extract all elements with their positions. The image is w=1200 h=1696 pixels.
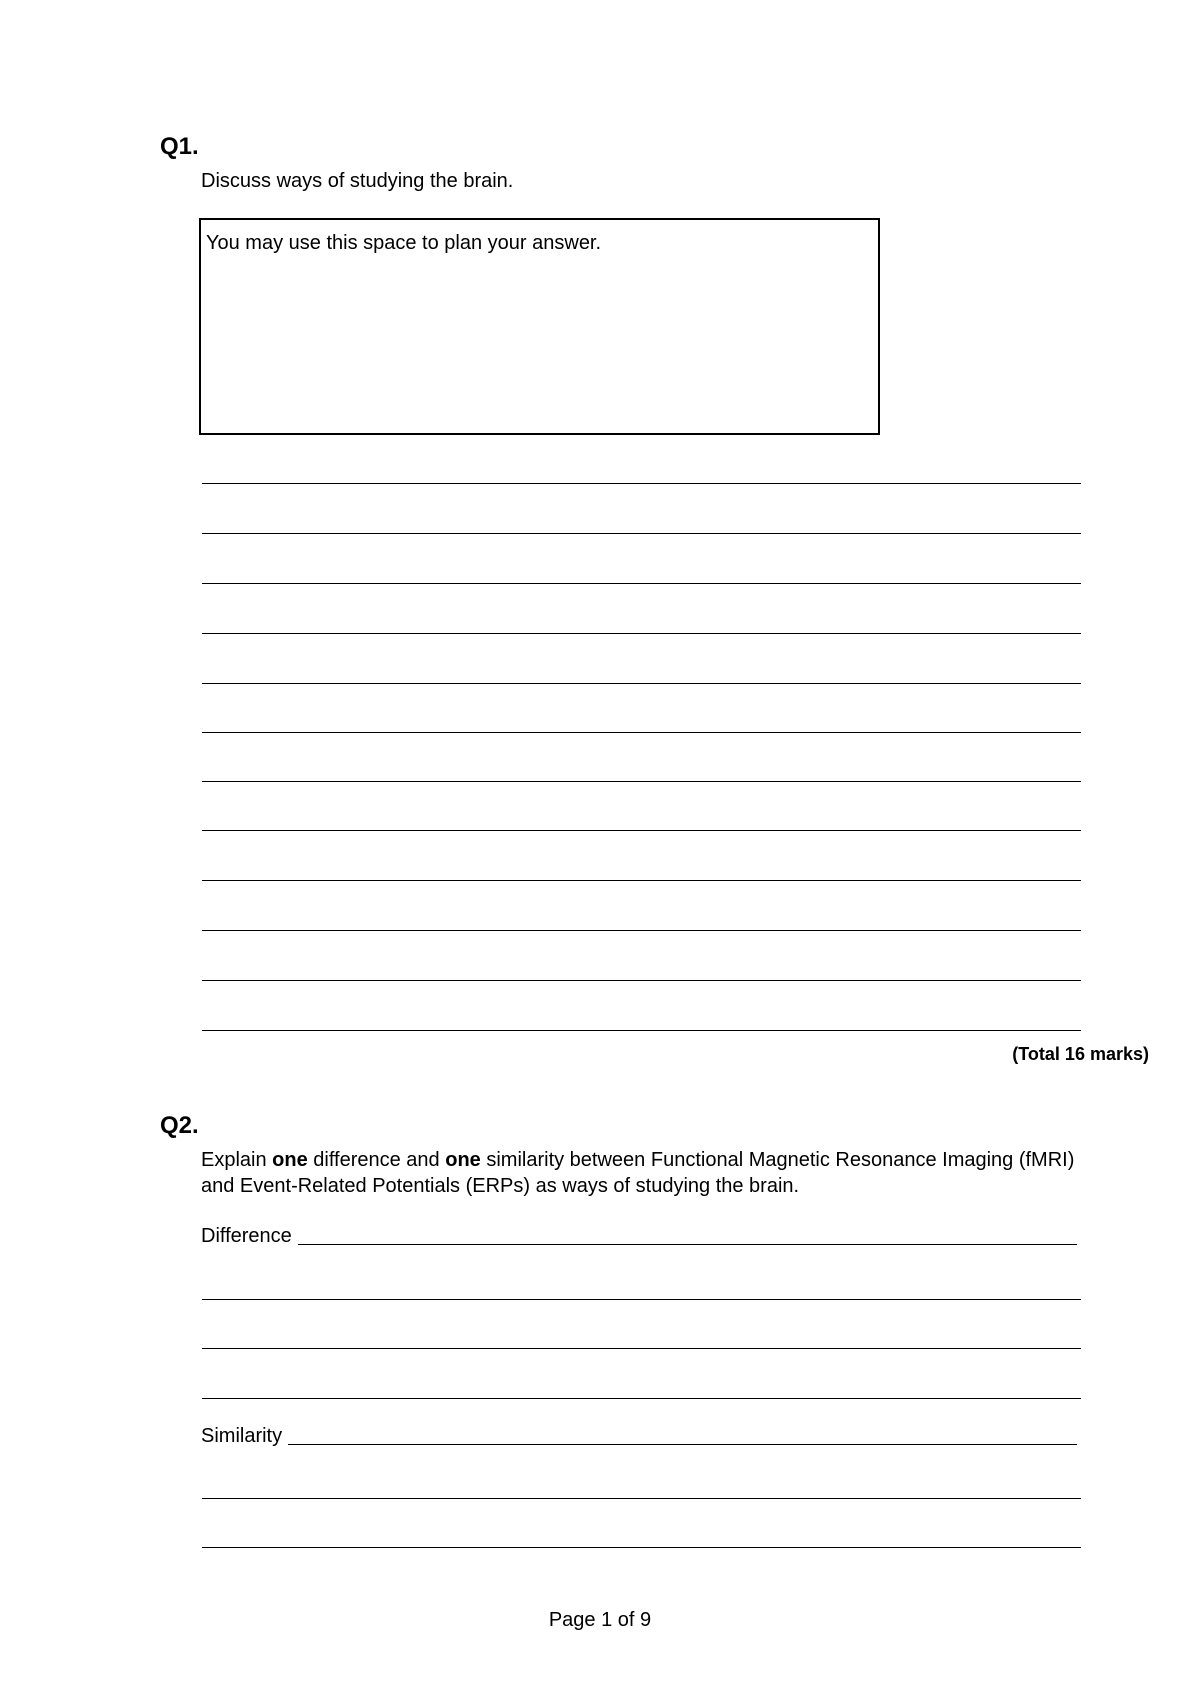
answer-line[interactable]: [202, 633, 1081, 634]
answer-line[interactable]: [202, 880, 1081, 881]
answer-line[interactable]: [202, 483, 1081, 484]
prompt-text: difference and: [307, 1149, 446, 1171]
answer-line[interactable]: [202, 732, 1081, 733]
prompt-emphasis: one: [272, 1149, 308, 1171]
similarity-line: [201, 1425, 1081, 1447]
difference-line: [201, 1225, 1081, 1247]
answer-line[interactable]: [202, 1547, 1081, 1548]
answer-line[interactable]: [202, 781, 1081, 782]
question-1-number: Q1.: [160, 133, 199, 160]
prompt-emphasis: one: [445, 1149, 481, 1171]
question-2-prompt: [201, 1147, 1081, 1199]
answer-line[interactable]: [202, 683, 1081, 684]
answer-line[interactable]: [202, 830, 1081, 831]
page-number: Page 1 of 9: [548, 1609, 652, 1631]
difference-answer-line[interactable]: [298, 1244, 1077, 1245]
plan-box-instruction: You may use this space to plan your answer.: [206, 232, 602, 254]
question-2-number: Q2.: [160, 1112, 199, 1139]
question-1-total-marks: (Total 16 marks): [1012, 1044, 1149, 1064]
similarity-label: Similarity: [201, 1425, 283, 1447]
prompt-text: Explain: [201, 1149, 273, 1171]
answer-line[interactable]: [202, 930, 1081, 931]
answer-line[interactable]: [202, 1498, 1081, 1499]
question-1-prompt: Discuss ways of studying the brain.: [201, 170, 514, 192]
answer-line[interactable]: [202, 1398, 1081, 1399]
answer-line[interactable]: [202, 583, 1081, 584]
answer-line[interactable]: [202, 980, 1081, 981]
difference-label: Difference: [201, 1225, 292, 1247]
answer-line[interactable]: [202, 533, 1081, 534]
similarity-answer-line[interactable]: [288, 1444, 1077, 1445]
answer-line[interactable]: [202, 1348, 1081, 1349]
answer-line[interactable]: [202, 1030, 1081, 1031]
prompt-text: similarity between Functional Magnetic Resonance Imaging (fMRI) and Event-Related Potentials (ERPs) as ways of studying the brain.: [201, 1149, 1075, 1197]
answer-line[interactable]: [202, 1299, 1081, 1300]
